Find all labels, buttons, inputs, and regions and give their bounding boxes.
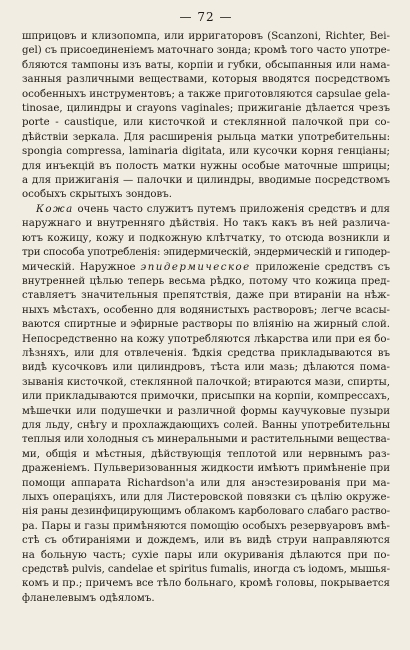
text-line: ра. Пары и газы примѣняются помощiю особыхъ резервуаровъ вмѣ- [22,520,390,532]
text-line: нiя раны дезинфицирующимъ облакомъ карболоваго слабаго раство- [22,506,390,518]
text-line: зыванiя кисточкой, стеклянной палочкой; втираются мази, спирты, [22,376,390,388]
text-line: особенныхъ инструментовъ; а также приготовляются capsulae gela- [22,88,390,100]
text-line: Кожа очень часто служитъ путемъ приложенiя средствъ и для [36,203,390,215]
text-line: ныхъ мѣстахъ, особенно для водянистыхъ растворовъ; легче всасы- [22,304,390,316]
text-line: видѣ кусочковъ или цилиндровъ, тѣста или мазь; дѣлаются пома- [22,362,390,374]
text-line: spongia compressa, laminaria digitata, или кусочки корня генцiаны; [22,146,390,158]
text-line: особыхъ скрытыхъ зондовъ. [22,189,172,201]
paragraph [22,203,390,606]
text-line: шприцовъ и клизопомпа, или ирригаторовъ (Scanzoni, Richter, Bei- [22,31,390,42]
text-line: помощи аппарата Richardson'а или для анэстезированiя при ма- [22,477,390,489]
text-line: занныя различными веществами, которыя вводятся посредствомъ [22,74,390,86]
text-line: tinosae, цилиндры и crayons vaginales; прижиганiе дѣлается чрезъ [22,103,390,115]
page-number: — 72 — [179,10,233,24]
text-line: внутренней цѣлью теперь весьма рѣдко, потому что кожица пред- [22,275,390,287]
text-line: средствѣ pulvis, candelae et spiritus fumalis, иногда съ iодомъ, мышья- [22,564,390,576]
text-line: porte - caustique, или кисточкой и стеклянной палочкой при со- [22,117,390,129]
text-line: ютъ кожицу, кожу и подкожную клѣтчатку, то отсюда возникли и [22,232,390,244]
text-line: а для прижиганiя — палочки и цилиндры, вводимые посредствомъ [22,175,390,187]
text-line: стѣ съ обтиранiями и дождемъ, или въ видѣ струи направляются [22,535,390,547]
text-line: лѣзняхъ, или для отвлеченiя. Ѣдкiя средства прикладываются въ [22,347,390,359]
body-text [22,30,390,606]
emphasized-term: Кожа [36,203,74,215]
text-line: мѣшечки или подушечки и различной формы каучуковые пузыри [22,405,390,417]
text-line: лыхъ операцiяхъ, или для Листеровской повязки съ цѣлiю окруже- [22,492,390,503]
text-line: фланелевымъ одѣяломъ. [22,592,155,604]
text-line: мическiй. Наружное эпидермическое приложенiе средствъ съ [22,261,390,273]
text-line: gel) съ присоединенiемъ маточнаго зонда; кромѣ того часто употре- [22,45,390,57]
text-line: ваются спиртные и эфирные растворы по влiянiю на жирный слой. [22,319,390,331]
text-line: для льду, снѣгу и прохлаждающихъ солей. Ванны употребительны [22,419,390,431]
text-line: Непосредственно на кожу употребляются лѣкарства или при ея бо- [22,333,390,345]
text-line: драженiемъ. Пульверизованныя жидкости имѣютъ примѣненiе при [22,463,390,475]
emphasized-term: эпидермическое [140,261,251,273]
text-line: для инъекцiй въ полость матки нужны особые маточные шприцы; [22,160,390,172]
text-line: комъ и пр.; причемъ все тѣло больнаго, кромѣ головы, покрывается [22,578,390,590]
text-line: ставляетъ значительныя препятствiя, даже при втиранiи на нѣж- [22,290,390,302]
text-line: или прикладываются примочки, присыпки на корпiи, компрессахъ, [22,391,390,403]
text-line: на больную часть; сухiе пары или окуриванiя дѣлаются при по- [22,549,390,561]
paragraph [22,30,390,203]
text-line: три способа употребленiя: эпидермическiй, эндермическiй и гиподер- [22,247,390,259]
text-line: дѣйствiи зеркала. Для расширенiя рыльца матки употребительны: [22,131,390,143]
text-line: теплыя или холодныя съ минеральными и растительными вещества- [22,434,390,446]
text-line: наружнаго и внутренняго дѣйствiя. Но такъ какъ въ ней различа- [22,218,390,230]
text-line: бляются тампоны изъ ваты, корпiи и губки, обсыпанныя или нама- [22,59,390,71]
text-line: ми, общiя и мѣстныя, дѣйствующiя теплотой или нервнымъ раз- [22,448,390,460]
